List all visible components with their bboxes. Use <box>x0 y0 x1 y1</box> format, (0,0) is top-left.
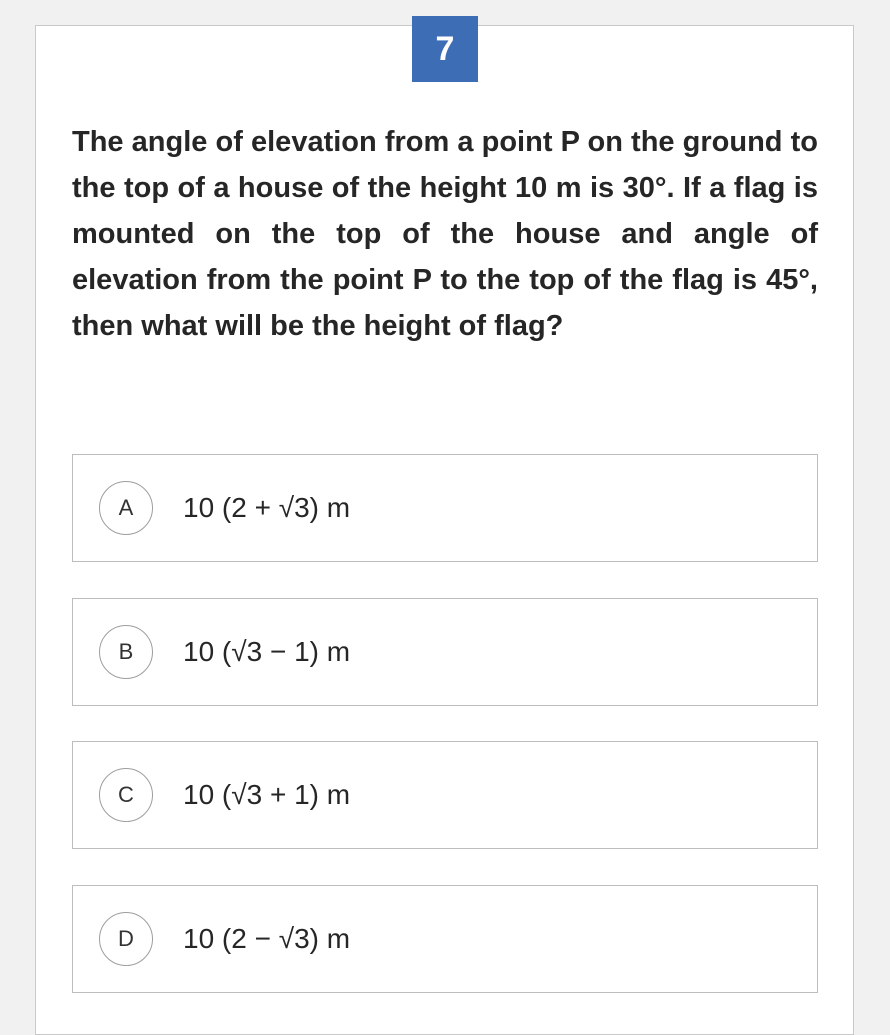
option-d-text: 10 (2 − √3) m <box>183 923 351 954</box>
option-a-text: 10 (2 + √3) m <box>183 492 351 523</box>
option-b[interactable] <box>72 598 818 706</box>
option-c[interactable] <box>72 741 818 849</box>
question-card <box>35 25 854 1035</box>
option-b-letter-badge: B <box>99 625 153 679</box>
option-a-letter-badge: A <box>99 481 153 535</box>
option-d-letter-badge: D <box>99 912 153 966</box>
option-c-text: 10 (√3 + 1) m <box>183 779 351 810</box>
option-a[interactable] <box>72 454 818 562</box>
option-b-text: 10 (√3 − 1) m <box>183 636 351 667</box>
option-d[interactable] <box>72 885 818 993</box>
question-text: The angle of elevation from a point P on the ground to the top of a house of the height 10 m is 30°. If a flag is mounted on the top of the house and angle of elevation from the point P to the top of the flag is 45°, then what will be the height of flag? <box>72 126 818 342</box>
option-c-letter-badge: C <box>99 768 153 822</box>
question-number-badge: 7 <box>412 16 478 82</box>
